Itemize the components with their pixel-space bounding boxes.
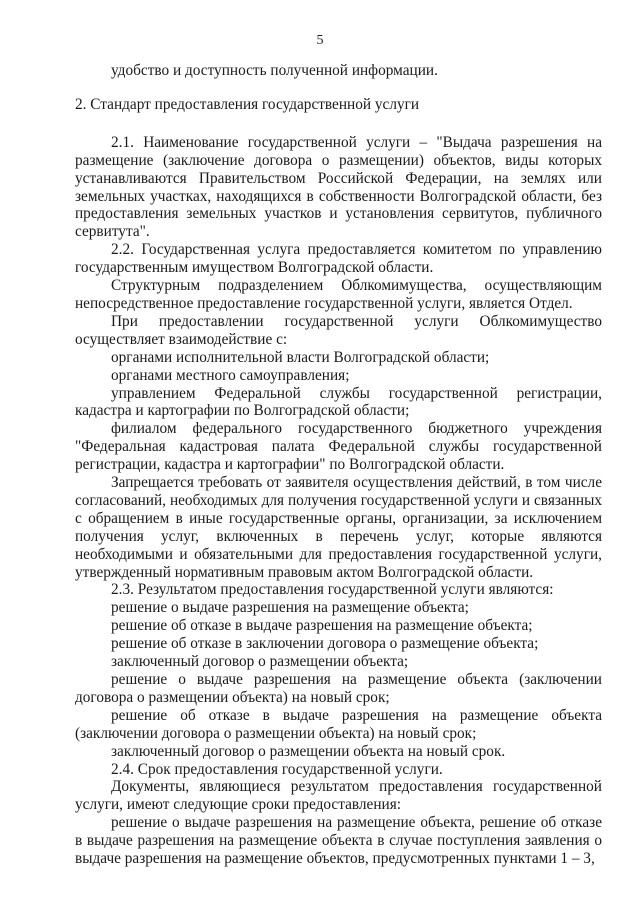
- paragraph: 2.3. Результатом предоставления государственной услуги являются:: [111, 581, 554, 599]
- section-heading: 2. Стандарт предоставления государственной услуги: [75, 95, 420, 113]
- paragraph: Структурным подразделением Облкомимущества, осуществляющим непосредственное предоставление государственной услуги, является Отдел.: [75, 277, 602, 312]
- paragraph: 2.4. Срок предоставления государственной услуги.: [111, 760, 443, 778]
- list-item: заключенный договор о размещении объекта;: [111, 653, 409, 671]
- list-item: органами местного самоуправления;: [111, 366, 350, 384]
- list-item: решение о выдаче разрешения на размещение объекта (заключении договора о размещении объекта) на новый срок;: [75, 671, 602, 706]
- list-item: решение об отказе в выдаче разрешения на размещение объекта (заключении договора о размещении объекта) на новый срок;: [75, 706, 602, 742]
- list-item: решение об отказе в выдаче разрешения на размещение объекта;: [111, 617, 533, 635]
- paragraph: удобство и доступность полученной информации.: [111, 62, 438, 79]
- list-item: филиалом федерального государственного бюджетного учреждения "Федеральная кадастровая палата Федеральной службы государственной регистрации, кадастра и картографии" по Волгоградской области.: [75, 420, 602, 474]
- paragraph: решение о выдаче разрешения на размещение объекта, решение об отказе в выдаче разрешения на размещение объекта в случае поступления заявления о выдаче разрешения на размещение объектов, предусмотренных пунктами 1 – 3,: [75, 814, 602, 868]
- paragraph: Запрещается требовать от заявителя осуществления действий, в том числе согласований, необходимых для получения государственной услуги и связанных с обращением в иные государственные органы, организации, за исключением получения услуг, включенных в перечень услуг, которые являются необходимыми и обязательными для предоставления государственной услуги, утвержденный нормативным правовым актом Волгоградской области.: [75, 474, 602, 581]
- list-item: управлением Федеральной службы государственной регистрации, кадастра и картографии по Волгоградской области;: [75, 384, 602, 420]
- paragraph: 2.1. Наименование государственной услуги – "Выдача разрешения на размещение (заключение договора о размещении) объектов, виды которых устанавливаются Правительством Российской Федерации, на землях или земельных участках, находящихся в собственности Волгоградской области, без предоставления земельных участков и установления сервитутов, публичного сервитута".: [75, 133, 602, 241]
- paragraph: При предоставлении государственной услуги Облкомимущество осуществляет взаимодействие с:: [75, 312, 602, 348]
- paragraph: 2.2. Государственная услуга предоставляется комитетом по управлению государственным имуществом Волгоградской области.: [75, 241, 602, 277]
- list-item: органами исполнительной власти Волгоградской области;: [111, 348, 490, 366]
- list-item: заключенный договор о размещении объекта на новый срок.: [111, 742, 506, 760]
- document-body: [75, 62, 602, 868]
- page-number: 5: [316, 33, 324, 48]
- paragraph: Документы, являющиеся результатом предоставления государственной услуги, имеют следующие сроки предоставления:: [75, 778, 602, 814]
- list-item: решение о выдаче разрешения на размещение объекта;: [111, 599, 469, 617]
- list-item: решение об отказе в заключении договора о размещение объекта;: [111, 635, 539, 653]
